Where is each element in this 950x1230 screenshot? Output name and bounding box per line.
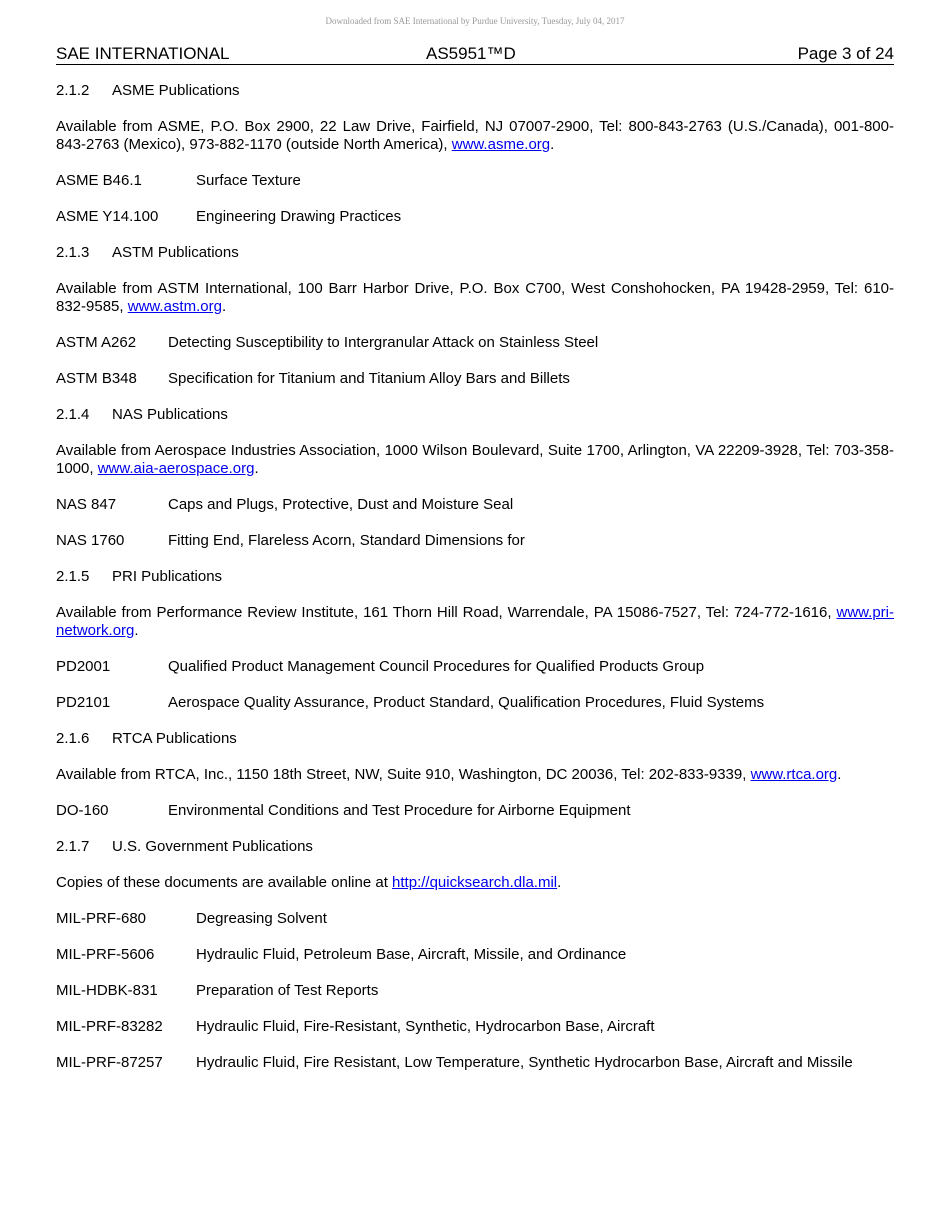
reference-entry xyxy=(56,802,894,820)
reference-entry xyxy=(56,208,894,226)
availability-paragraph-rtca xyxy=(56,766,894,784)
availability-text: Available from ASTM International, 100 Barr Harbor Drive, P.O. Box C700, West Conshohocken, PA 19428-2959, Tel: 610-832-9585, xyxy=(56,280,894,315)
period: . xyxy=(550,136,555,153)
period: . xyxy=(254,460,259,477)
availability-paragraph-pri xyxy=(56,604,894,640)
reference-code: NAS 847 xyxy=(56,496,117,513)
reference-title: Detecting Susceptibility to Intergranular Attack on Stainless Steel xyxy=(168,334,599,351)
reference-title: Specification for Titanium and Titanium Alloy Bars and Billets xyxy=(168,370,570,387)
rtca-link[interactable]: www.rtca.org xyxy=(750,766,838,783)
astm-link[interactable]: www.astm.org xyxy=(127,298,222,315)
reference-title: Hydraulic Fluid, Fire-Resistant, Synthetic, Hydrocarbon Base, Aircraft xyxy=(196,1018,655,1035)
period: . xyxy=(221,298,227,315)
reference-code: MIL-PRF-87257 xyxy=(56,1054,163,1071)
reference-entry xyxy=(56,1054,894,1072)
reference-code: ASTM A262 xyxy=(56,334,137,351)
reference-code: PD2001 xyxy=(56,658,111,675)
availability-text: Available from Aerospace Industries Association, 1000 Wilson Boulevard, Suite 1700, Arlington, VA 22209-3928, Tel: 703-358-1000, xyxy=(56,442,894,477)
reference-code: PD2101 xyxy=(56,694,111,711)
section-heading-astm xyxy=(56,244,894,262)
reference-entry xyxy=(56,946,894,964)
reference-entry xyxy=(56,370,894,388)
quicksearch-link[interactable]: http://quicksearch.dla.mil xyxy=(392,874,558,891)
reference-title: Engineering Drawing Practices xyxy=(196,208,402,225)
reference-title: Hydraulic Fluid, Fire Resistant, Low Temperature, Synthetic Hydrocarbon Base, Aircraft and Missile xyxy=(196,1054,853,1071)
reference-code: MIL-PRF-83282 xyxy=(56,1018,163,1035)
section-title: ASTM Publications xyxy=(112,244,239,261)
reference-code: MIL-PRF-5606 xyxy=(56,946,155,963)
page-header xyxy=(56,44,894,65)
section-title: RTCA Publications xyxy=(112,730,237,747)
reference-entry xyxy=(56,532,894,550)
header-page-number: Page 3 of 24 xyxy=(797,44,894,63)
reference-entry xyxy=(56,334,894,352)
reference-entry xyxy=(56,982,894,1000)
reference-entry xyxy=(56,694,894,712)
availability-paragraph-astm xyxy=(56,280,894,316)
reference-title: Degreasing Solvent xyxy=(196,910,327,927)
availability-paragraph-asme xyxy=(56,118,894,154)
availability-text: Copies of these documents are available online at xyxy=(56,874,388,891)
section-title: ASME Publications xyxy=(112,82,240,99)
section-heading-rtca xyxy=(56,730,894,748)
reference-code: ASME Y14.100 xyxy=(56,208,159,225)
section-number: 2.1.3 xyxy=(56,244,90,261)
reference-code: MIL-HDBK-831 xyxy=(56,982,158,999)
reference-code: NAS 1760 xyxy=(56,532,125,549)
period: . xyxy=(837,766,842,783)
reference-title: Environmental Conditions and Test Procedure for Airborne Equipment xyxy=(168,802,631,819)
availability-paragraph-nas xyxy=(56,442,894,478)
section-heading-pri xyxy=(56,568,894,586)
period: . xyxy=(134,622,139,639)
section-number: 2.1.5 xyxy=(56,568,90,585)
section-heading-gov xyxy=(56,838,894,856)
section-number: 2.1.7 xyxy=(56,838,90,855)
document-body xyxy=(56,82,894,1090)
reference-title: Qualified Product Management Council Procedures for Qualified Products Group xyxy=(168,658,705,675)
reference-entry xyxy=(56,1018,894,1036)
period: . xyxy=(557,874,562,891)
section-heading-asme xyxy=(56,82,894,100)
availability-text: Available from Performance Review Institute, 161 Thorn Hill Road, Warrendale, PA 15086-7527, Tel: 724-772-1616, xyxy=(56,604,832,621)
reference-title: Surface Texture xyxy=(196,172,301,189)
reference-title: Fitting End, Flareless Acorn, Standard Dimensions for xyxy=(168,532,525,549)
availability-text: Available from RTCA, Inc., 1150 18th Street, NW, Suite 910, Washington, DC 20036, Tel: 202-833-9339, xyxy=(56,766,747,783)
download-watermark: Downloaded from SAE International by Purdue University, Tuesday, July 04, 2017 xyxy=(325,16,625,26)
header-doc-number: AS5951™D xyxy=(426,44,516,63)
aia-link[interactable]: www.aia-aerospace.org xyxy=(97,460,255,477)
reference-title: Aerospace Quality Assurance, Product Standard, Qualification Procedures, Fluid Systems xyxy=(168,694,765,711)
reference-entry xyxy=(56,172,894,190)
section-title: PRI Publications xyxy=(112,568,223,585)
section-title: NAS Publications xyxy=(112,406,228,423)
reference-title: Preparation of Test Reports xyxy=(196,982,379,999)
reference-title: Caps and Plugs, Protective, Dust and Moisture Seal xyxy=(168,496,514,513)
reference-entry xyxy=(56,496,894,514)
section-number: 2.1.2 xyxy=(56,82,90,99)
reference-code: DO-160 xyxy=(56,802,109,819)
reference-entry xyxy=(56,910,894,928)
reference-title: Hydraulic Fluid, Petroleum Base, Aircraft, Missile, and Ordinance xyxy=(196,946,627,963)
pri-link[interactable]: www.pri-network.org xyxy=(56,604,894,639)
section-title: U.S. Government Publications xyxy=(112,838,313,855)
reference-entry xyxy=(56,658,894,676)
availability-paragraph-gov xyxy=(56,874,894,892)
reference-code: ASME B46.1 xyxy=(56,172,142,189)
asme-link[interactable]: www.asme.org xyxy=(451,136,551,153)
section-number: 2.1.6 xyxy=(56,730,90,747)
section-heading-nas xyxy=(56,406,894,424)
reference-code: ASTM B348 xyxy=(56,370,137,387)
section-number: 2.1.4 xyxy=(56,406,90,423)
availability-text: Available from ASME, P.O. Box 2900, 22 Law Drive, Fairfield, NJ 07007-2900, Tel: 800-843-2763 (U.S./Canada), 001-800-843-2763 (Mexico), 973-882-1170 (outside North America), xyxy=(56,118,894,153)
header-org: SAE INTERNATIONAL xyxy=(56,44,230,63)
reference-code: MIL-PRF-680 xyxy=(56,910,147,927)
